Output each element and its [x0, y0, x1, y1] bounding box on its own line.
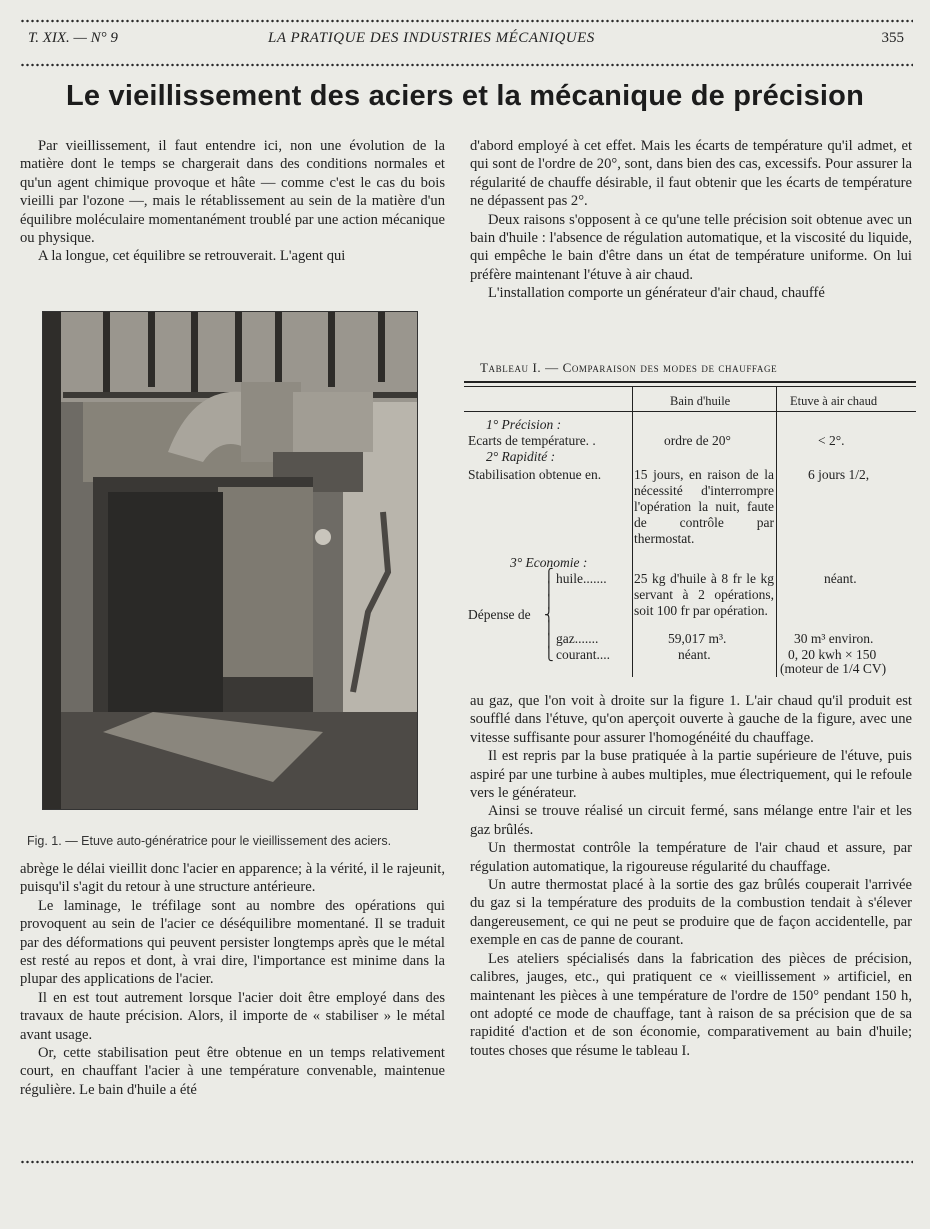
- cell-air: 30 m³ environ.: [794, 631, 874, 646]
- paragraph: Le laminage, le tréfilage sont au nombre des opérations qui provoquent au sein de l'acier ce déséquilibre momentané. Il se traduit par des déformations qui peuvent persister longtemps après que le métal est resté au repos et dont, à vrai dire, l'importance est minime dans la plupar des applications de l'acier.: [20, 897, 445, 988]
- row-sublabel: gaz.......: [556, 631, 599, 646]
- header-border: [20, 63, 913, 67]
- paragraph: d'abord employé à cet effet. Mais les écarts de température qu'il admet, et qui sont de l'ordre de 20°, sont, dans bien des cas, excessifs. Pour assurer la régularité de chauffe désirable, il faut obtenir que les écarts de température ne dépassent pas 2°.: [470, 138, 912, 210]
- cell-air: < 2°.: [818, 433, 845, 448]
- comparison-table: [464, 387, 916, 677]
- page-number: 355: [881, 30, 904, 46]
- bottom-border: [20, 1160, 913, 1164]
- left-brace: ⎧ ⎪ ⎪ ⎨ ⎪ ⎪ ⎩: [544, 568, 554, 661]
- cell-oil: néant.: [678, 647, 711, 662]
- cell-air: (moteur de 1/4 CV): [780, 661, 887, 676]
- paragraph: A la longue, cet équilibre se retrouverait. L'agent qui: [38, 248, 346, 265]
- paragraph: Par vieillissement, il faut entendre ici, non une évolution de la matière dont le temps se chargerait dans des conditions normales et qu'un agent chimique provoque et hâte — comme c'est le cas du bois vieilli par l'ozone —, mais le rétablissement au sein de la matière d'un équilibre moléculaire momentanément troublé par une action mécanique ou physique.: [20, 138, 445, 247]
- right-column-top: [470, 137, 912, 303]
- section-economie: 3° Economie :: [510, 555, 588, 570]
- top-border: [20, 19, 913, 23]
- cell-oil: 59,017 m³.: [668, 631, 727, 646]
- cell-air: 6 jours 1/2,: [808, 467, 870, 482]
- figure-caption: Fig. 1. — Etuve auto-génératrice pour le vieillissement des aciers.: [27, 834, 392, 848]
- paragraph: Or, cette stabilisation peut être obtenue en un temps relativement court, en chauffant l'acier à une température convenable, maintenue régulière. Le bain d'huile a été: [20, 1045, 445, 1098]
- cell-oil: ordre de 20°: [664, 433, 731, 448]
- section-rapidite: 2° Rapidité :: [486, 449, 556, 464]
- row-sublabel: huile.......: [556, 571, 607, 586]
- table-caption: Tableau I. — Comparaison des modes de chauffage: [480, 360, 778, 375]
- left-column-bottom: [20, 860, 445, 1099]
- paragraph: abrège le délai vieillit donc l'acier en apparence; à la vérité, il le rajeunit, puisqu'il s'agit du retour à une structure antérieure.: [20, 861, 445, 896]
- cell-oil: 15 jours, en raison de la nécessité d'interrompre l'opération la nuit, faute de contrôle par thermostat.: [634, 467, 774, 546]
- cell-air: 0, 20 kwh × 150: [788, 647, 877, 662]
- col-header-air: Etuve à air chaud: [790, 394, 878, 408]
- etuve-photo-image: [43, 312, 417, 809]
- header-rule: [464, 411, 916, 412]
- figure-photo: [42, 311, 418, 810]
- paragraph: Il est repris par la buse pratiquée à la partie supérieure de l'étuve, puis aspiré par une turbine à aubes multiples, mue électriquement, qui le refoule vers le générateur.: [470, 748, 912, 802]
- table-top-rule: [464, 381, 916, 383]
- cell-oil: 25 kg d'huile à 8 fr le kg servant à 2 opérations, soit 100 fr par opération.: [634, 571, 774, 618]
- row-label: Ecarts de température. .: [468, 433, 596, 448]
- section-precision: 1° Précision :: [486, 417, 562, 432]
- journal-title: LA PRATIQUE DES INDUSTRIES MÉCANIQUES: [268, 30, 595, 46]
- article-title: Le vieillissement des aciers et la mécanique de précision: [66, 80, 864, 112]
- row-label: Dépense de: [468, 607, 531, 622]
- paragraph: L'installation comporte un générateur d'air chaud, chauffé: [488, 285, 825, 302]
- paragraph: Il en est tout autrement lorsque l'acier doit être employé dans des travaux de haute précision. Alors, il importe de « stabiliser » le métal avant usage.: [20, 989, 445, 1043]
- row-label: Stabilisation obtenue en.: [468, 467, 602, 482]
- running-header: [28, 30, 908, 52]
- row-sublabel: courant....: [556, 647, 610, 662]
- paragraph: Ainsi se trouve réalisé un circuit fermé, sans mélange entre l'air et les gaz brûlés.: [470, 803, 912, 838]
- table-divider: [776, 387, 777, 677]
- paragraph: au gaz, que l'on voit à droite sur la figure 1. L'air chaud qu'il produit est soufflé dans l'étuve, qu'on aperçoit ouverte à gauche de la figure, avec une vitesse suffisante pour assurer l'homogénéité du chauffage.: [470, 693, 912, 746]
- cell-air: néant.: [824, 571, 857, 586]
- right-column-bottom: [470, 692, 912, 1060]
- col-header-oil: Bain d'huile: [670, 394, 731, 408]
- paragraph: Deux raisons s'opposent à ce qu'une telle précision soit obtenue avec un bain d'huile : l'absence de régulation automatique, et la viscosité du liquide, qui empêche le bain d'être dans un état de température uniforme. On lui préfère maintenant l'étuve à air chaud.: [470, 211, 912, 283]
- left-column-top: [20, 137, 445, 266]
- paragraph: Un autre thermostat placé à la sortie des gaz brûlés couperait l'arrivée du gaz si la température des produits de la combustion tendait à s'élever dangereusement, ce qui ne peut se produire que de façon accidentelle, par exemple en cas de panne de courant.: [470, 877, 912, 949]
- paragraph: Un thermostat contrôle la température de l'air chaud et assure, par régulation automatique, la rigoureuse régularité du chauffage.: [470, 840, 912, 875]
- table-divider: [632, 387, 633, 677]
- paragraph: Les ateliers spécialisés dans la fabrication des pièces de précision, calibres, jauges, etc., qui pratiquent ce « vieillissement » artificiel, en maintenant les pièces à une température de l'ordre de 150° pendant 150 h, ont adopté ce mode de chauffage, tant à raison de sa précision que de sa rapidité d'action et de son économie, comparativement au bain d'huile; toutes choses que résume le tableau I.: [470, 950, 912, 1059]
- volume-number: T. XIX. — N° 9: [28, 30, 118, 46]
